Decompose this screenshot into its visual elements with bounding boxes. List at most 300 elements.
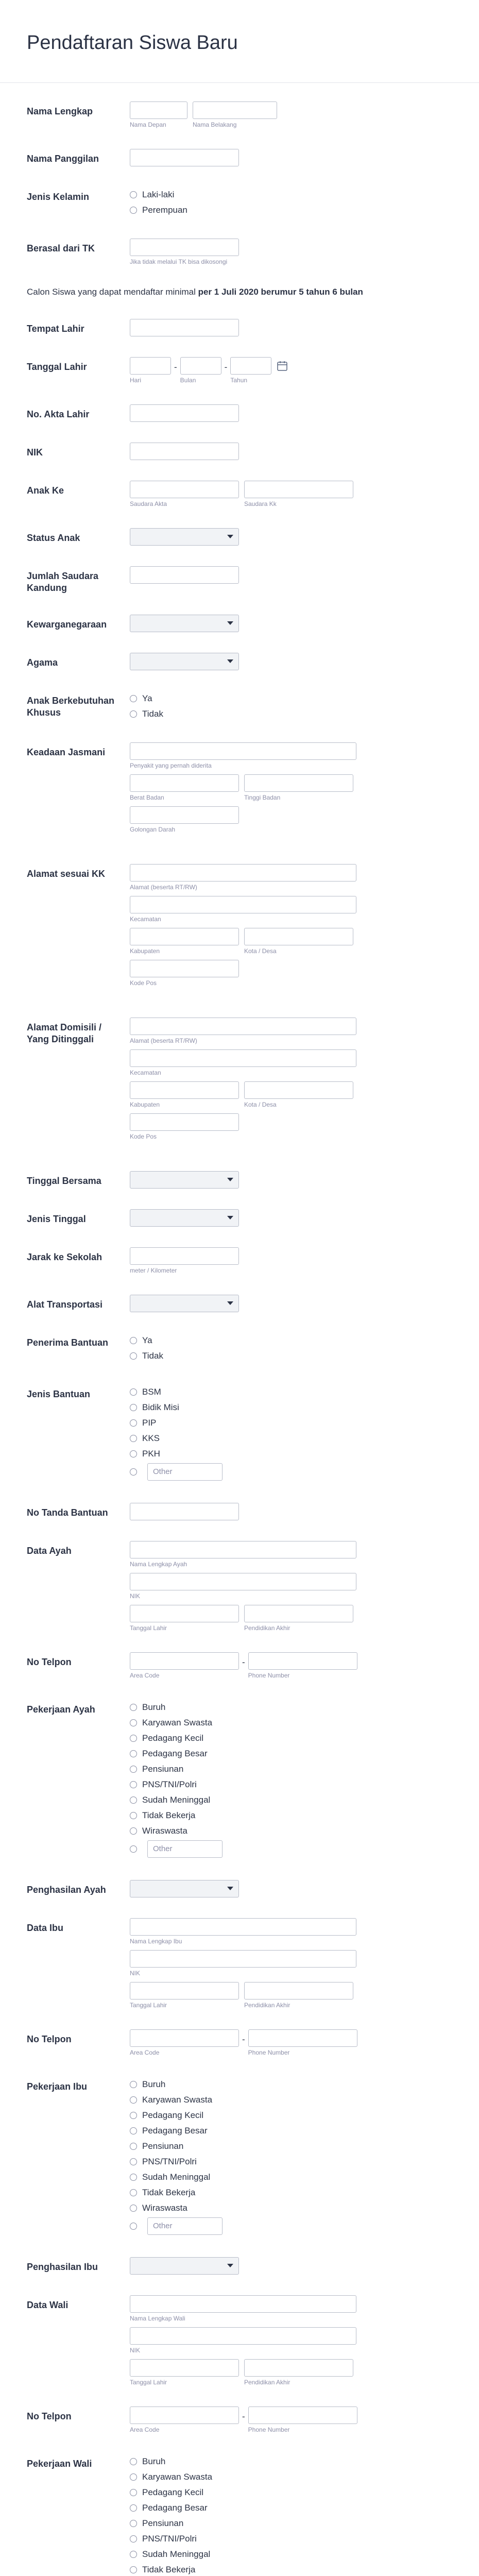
- radio-option[interactable]: [130, 2531, 459, 2547]
- aid-group: [130, 1384, 459, 1482]
- regency-kk-sub: Kabupaten: [130, 947, 160, 955]
- label-telpon-ibu: No Telpon: [27, 2034, 72, 2044]
- label-no-tanda: No Tanda Bantuan: [27, 1507, 108, 1518]
- label-tempat-lahir: Tempat Lahir: [27, 324, 84, 334]
- guardian-dob-sub: Tanggal Lahir: [130, 2379, 167, 2386]
- other-input[interactable]: Other: [147, 2217, 223, 2235]
- label-telpon-ayah: No Telpon: [27, 1657, 72, 1667]
- chevron-down-icon: [227, 535, 233, 538]
- row-penghasilan-ayah: [0, 1870, 479, 1908]
- row-telpon-ibu: [0, 2019, 479, 2066]
- other-input[interactable]: Other: [147, 1840, 223, 1858]
- label-nama-lengkap: Nama Lengkap: [27, 106, 93, 116]
- radio-option[interactable]: [130, 2154, 459, 2170]
- siblings-input[interactable]: [130, 566, 239, 584]
- radio-circle-icon: [130, 2520, 137, 2527]
- father-dob-input[interactable]: [130, 1605, 239, 1622]
- radio-option[interactable]: [130, 691, 459, 706]
- chevron-down-icon: [227, 659, 233, 663]
- radio-label: Laki-laki: [142, 190, 175, 199]
- father-nik-sub: NIK: [130, 1592, 141, 1600]
- row-data-ayah: [0, 1531, 479, 1642]
- mother-phone-input[interactable]: [248, 2029, 357, 2047]
- mother-income-select[interactable]: [130, 2257, 239, 2275]
- row-tempat-lahir: [0, 309, 479, 347]
- radio-circle-icon: [130, 1719, 137, 1726]
- row-tinggal-bersama: [0, 1150, 479, 1199]
- radio-circle-icon: [130, 1337, 137, 1344]
- phone-number-sub: Phone Number: [248, 2049, 290, 2056]
- radio-circle-icon: [130, 2189, 137, 2196]
- row-kewarganegaraan: [0, 604, 479, 642]
- religion-select[interactable]: [130, 653, 239, 670]
- address-dom-input[interactable]: [130, 1018, 356, 1035]
- child-order-akta-sub: Saudara Akta: [130, 500, 167, 507]
- radio-label: BSM: [142, 1387, 161, 1397]
- mother-dob-sub: Tanggal Lahir: [130, 2002, 167, 2009]
- radio-label: Sudah Meninggal: [142, 2172, 211, 2182]
- radio-label: Buruh: [142, 2079, 166, 2089]
- radio-circle-icon: [130, 2223, 137, 2230]
- district-dom-input[interactable]: [130, 1049, 356, 1067]
- row-pekerjaan-wali: [0, 2444, 479, 2576]
- radio-circle-icon: [130, 2127, 137, 2134]
- row-jumlah-saudara: [0, 556, 479, 604]
- radio-label: Karyawan Swasta: [142, 2472, 213, 2482]
- phone-separator: -: [242, 2035, 245, 2044]
- transport-select[interactable]: [130, 1295, 239, 1312]
- birthplace-input[interactable]: [130, 319, 239, 336]
- radio-option[interactable]: [130, 1808, 459, 1823]
- radio-option[interactable]: [130, 2562, 459, 2576]
- radio-label: Wiraswasta: [142, 2203, 187, 2213]
- mother-nik-sub: NIK: [130, 1970, 141, 1977]
- tk-sub: Jika tidak melalui TK bisa dikosongi: [130, 258, 228, 265]
- radio-label: Ya: [142, 693, 152, 703]
- phone-separator: -: [242, 2412, 245, 2421]
- radio-label: Pedagang Kecil: [142, 1733, 204, 1743]
- radio-label: Bidik Misi: [142, 1402, 179, 1412]
- radio-circle-icon: [130, 191, 137, 198]
- radio-label: Pedagang Kecil: [142, 2110, 204, 2120]
- row-penghasilan-ibu: [0, 2247, 479, 2285]
- radio-label: Tidak Bekerja: [142, 2188, 196, 2197]
- radio-option-other[interactable]: [130, 1839, 459, 1859]
- label-status-anak: Status Anak: [27, 533, 80, 543]
- month-input[interactable]: [180, 357, 221, 375]
- disease-sub: Penyakit yang pernah diderita: [130, 762, 212, 769]
- row-berasal-tk: [0, 228, 479, 276]
- distance-input[interactable]: [130, 1247, 239, 1265]
- radio-label: Buruh: [142, 1702, 166, 1712]
- row-status-anak: [0, 518, 479, 556]
- radio-option[interactable]: [130, 1348, 459, 1364]
- father-phone-input[interactable]: [248, 1652, 357, 1670]
- row-kesehatan: [0, 732, 479, 843]
- child-order-akta-input[interactable]: [130, 481, 239, 498]
- radio-option[interactable]: [130, 2185, 459, 2200]
- radio-circle-icon: [130, 1404, 137, 1411]
- mother-dob-input[interactable]: [130, 1982, 239, 1999]
- radio-option[interactable]: [130, 2123, 459, 2139]
- citizenship-select[interactable]: [130, 615, 239, 632]
- radio-label: Pensiunan: [142, 1764, 184, 1774]
- nik-input[interactable]: [130, 443, 239, 460]
- age-note: [0, 276, 479, 309]
- father-income-select[interactable]: [130, 1880, 239, 1897]
- last-name-input[interactable]: [193, 101, 277, 119]
- guardian-dob-input[interactable]: [130, 2359, 239, 2377]
- date-separator: -: [174, 362, 177, 372]
- row-nama-lengkap: [0, 83, 479, 139]
- radio-circle-icon: [130, 2081, 137, 2088]
- radio-label: PIP: [142, 1418, 157, 1428]
- disease-input[interactable]: [130, 742, 356, 760]
- chevron-down-icon: [227, 1301, 233, 1305]
- label-jenis-kelamin: Jenis Kelamin: [27, 192, 90, 202]
- phone-number-sub: Phone Number: [248, 2426, 290, 2433]
- label-alamat-kk: Alamat sesuai KK: [27, 869, 106, 879]
- radio-option[interactable]: [130, 2485, 459, 2500]
- phone-separator: -: [242, 1657, 245, 1667]
- radio-option[interactable]: [130, 187, 459, 202]
- tk-input[interactable]: [130, 239, 239, 256]
- city-dom-input[interactable]: [244, 1081, 353, 1099]
- row-berkebutuhan: [0, 681, 479, 732]
- radio-label: Tidak Bekerja: [142, 2565, 196, 2574]
- row-nik: [0, 432, 479, 470]
- father-edu-sub: Pendidikan Akhir: [244, 1624, 290, 1632]
- status-select[interactable]: [130, 528, 239, 546]
- radio-circle-icon: [130, 1388, 137, 1396]
- city-dom-sub: Kota / Desa: [244, 1101, 277, 1108]
- row-alamat-kk: [0, 843, 479, 997]
- child-order-kk-sub: Saudara Kk: [244, 500, 277, 507]
- mother-name-input[interactable]: [130, 1918, 356, 1936]
- radio-circle-icon: [130, 1827, 137, 1835]
- radio-label: Wiraswasta: [142, 1826, 187, 1836]
- distance-sub: meter / Kilometer: [130, 1267, 177, 1274]
- radio-circle-icon: [130, 2566, 137, 2573]
- radio-option[interactable]: [130, 1446, 459, 1462]
- aid-number-input[interactable]: [130, 1503, 239, 1520]
- father-job-group: [130, 1700, 459, 1859]
- row-agama: [0, 642, 479, 681]
- radio-option[interactable]: [130, 1400, 459, 1415]
- radio-circle-icon: [130, 2458, 137, 2465]
- radio-label: Tidak: [142, 1351, 163, 1361]
- radio-option[interactable]: [130, 2454, 459, 2469]
- radio-circle-icon: [130, 2112, 137, 2119]
- chevron-down-icon: [227, 2264, 233, 2267]
- area-code-sub: Area Code: [130, 1672, 160, 1679]
- mother-job-group: [130, 2077, 459, 2236]
- label-pekerjaan-wali: Pekerjaan Wali: [27, 2459, 92, 2469]
- postal-kk-sub: Kode Pos: [130, 979, 157, 987]
- mother-name-sub: Nama Lengkap Ibu: [130, 1938, 182, 1945]
- radio-circle-icon: [130, 1419, 137, 1427]
- radio-option[interactable]: [130, 2092, 459, 2108]
- row-nama-panggilan: [0, 139, 479, 177]
- form-rows: [0, 83, 479, 2576]
- radio-label: Pensiunan: [142, 2518, 184, 2528]
- chevron-down-icon: [227, 1887, 233, 1890]
- radio-option[interactable]: [130, 1731, 459, 1746]
- label-nik: NIK: [27, 447, 43, 457]
- guardian-nik-input[interactable]: [130, 2327, 356, 2345]
- radio-option[interactable]: [130, 1823, 459, 1839]
- phone-number-sub: Phone Number: [248, 1672, 290, 1679]
- regency-dom-sub: Kabupaten: [130, 1101, 160, 1108]
- label-berkebutuhan: Anak Berkebutuhan Khusus: [27, 696, 115, 718]
- chevron-down-icon: [227, 621, 233, 625]
- postal-kk-input[interactable]: [130, 960, 239, 977]
- guardian-phone-input[interactable]: [248, 2406, 357, 2424]
- day-sub: Hari: [130, 377, 142, 384]
- label-pekerjaan-ibu: Pekerjaan Ibu: [27, 2081, 88, 2092]
- radio-label: PNS/TNI/Polri: [142, 2534, 197, 2544]
- label-pekerjaan-ayah: Pekerjaan Ayah: [27, 1704, 95, 1715]
- first-name-input[interactable]: [130, 101, 187, 119]
- radio-option[interactable]: [130, 1333, 459, 1348]
- label-anak-ke: Anak Ke: [27, 485, 64, 496]
- row-jenis-bantuan: [0, 1374, 479, 1493]
- residence-type-select[interactable]: [130, 1209, 239, 1227]
- height-input[interactable]: [244, 774, 353, 792]
- radio-circle-icon: [130, 2174, 137, 2181]
- mother-nik-input[interactable]: [130, 1950, 356, 1968]
- label-penerima-bantuan: Penerima Bantuan: [27, 1337, 109, 1348]
- mother-edu-input[interactable]: [244, 1982, 353, 1999]
- radio-option[interactable]: [130, 2108, 459, 2123]
- label-kesehatan: Keadaan Jasmani: [27, 747, 106, 757]
- weight-sub: Berat Badan: [130, 794, 164, 801]
- radio-option[interactable]: [130, 1715, 459, 1731]
- radio-circle-icon: [130, 2535, 137, 2543]
- row-telpon-ayah: [0, 1642, 479, 1689]
- label-penghasilan-ayah: Penghasilan Ayah: [27, 1885, 106, 1895]
- label-jumlah-saudara: Jumlah Saudara Kandung: [27, 571, 99, 593]
- label-telpon-wali: No Telpon: [27, 2411, 72, 2421]
- district-dom-sub: Kecamatan: [130, 1069, 161, 1076]
- nickname-input[interactable]: [130, 149, 239, 166]
- row-pekerjaan-ibu: [0, 2066, 479, 2247]
- radio-circle-icon: [130, 1352, 137, 1360]
- guardian-job-group: [130, 2454, 459, 2576]
- radio-label: Sudah Meninggal: [142, 2549, 211, 2559]
- label-transportasi: Alat Transportasi: [27, 1299, 103, 1310]
- radio-label: Sudah Meninggal: [142, 1795, 211, 1805]
- row-penerima-bantuan: [0, 1323, 479, 1374]
- radio-option[interactable]: [130, 2547, 459, 2562]
- label-kewarganegaraan: Kewarganegaraan: [27, 619, 107, 630]
- address-kk-input[interactable]: [130, 864, 356, 882]
- radio-circle-icon: [130, 2205, 137, 2212]
- calendar-icon[interactable]: [271, 357, 288, 384]
- label-data-ayah: Data Ayah: [27, 1546, 72, 1556]
- radio-circle-icon: [130, 1450, 137, 1458]
- other-input[interactable]: Other: [147, 1463, 223, 1481]
- child-order-kk-input[interactable]: [244, 481, 353, 498]
- guardian-area-code-input[interactable]: [130, 2406, 239, 2424]
- radio-option[interactable]: [130, 1777, 459, 1792]
- radio-circle-icon: [130, 2096, 137, 2104]
- city-kk-input[interactable]: [244, 928, 353, 945]
- guardian-name-input[interactable]: [130, 2295, 356, 2313]
- row-no-tanda: [0, 1493, 479, 1531]
- radio-circle-icon: [130, 1797, 137, 1804]
- row-anak-ke: [0, 470, 479, 518]
- radio-option[interactable]: [130, 1792, 459, 1808]
- radio-label: Tidak Bekerja: [142, 1810, 196, 1820]
- address-dom-sub: Alamat (beserta RT/RW): [130, 1037, 197, 1044]
- guardian-nik-sub: NIK: [130, 2347, 141, 2354]
- radio-circle-icon: [130, 710, 137, 718]
- guardian-edu-input[interactable]: [244, 2359, 353, 2377]
- label-jenis-tinggal: Jenis Tinggal: [27, 1214, 86, 1224]
- row-data-ibu: [0, 1908, 479, 2019]
- radio-label: Ya: [142, 1335, 152, 1345]
- last-name-sub: Nama Belakang: [193, 121, 237, 128]
- radio-circle-icon: [130, 1845, 137, 1853]
- year-sub: Tahun: [230, 377, 248, 384]
- address-kk-sub: Alamat (beserta RT/RW): [130, 884, 197, 891]
- note-bold: per 1 Juli 2020 berumur 5 tahun 6 bulan: [198, 287, 363, 297]
- radio-option[interactable]: [130, 706, 459, 722]
- radio-circle-icon: [130, 1781, 137, 1788]
- radio-circle-icon: [130, 1812, 137, 1819]
- birth-cert-input[interactable]: [130, 404, 239, 422]
- label-data-ibu: Data Ibu: [27, 1923, 64, 1933]
- father-name-sub: Nama Lengkap Ayah: [130, 1561, 187, 1568]
- radio-option[interactable]: [130, 2200, 459, 2216]
- row-transportasi: [0, 1284, 479, 1323]
- guardian-edu-sub: Pendidikan Akhir: [244, 2379, 290, 2386]
- blood-type-sub: Golongan Darah: [130, 826, 176, 833]
- radio-label: Pedagang Besar: [142, 2126, 208, 2136]
- radio-circle-icon: [130, 207, 137, 214]
- row-no-akta: [0, 394, 479, 432]
- father-edu-input[interactable]: [244, 1605, 353, 1622]
- radio-option[interactable]: [130, 2469, 459, 2485]
- radio-circle-icon: [130, 695, 137, 702]
- label-penghasilan-ibu: Penghasilan Ibu: [27, 2262, 98, 2272]
- radio-circle-icon: [130, 2143, 137, 2150]
- label-berasal-tk: Berasal dari TK: [27, 243, 95, 253]
- radio-circle-icon: [130, 1735, 137, 1742]
- postal-dom-input[interactable]: [130, 1113, 239, 1131]
- radio-option[interactable]: [130, 2170, 459, 2185]
- radio-circle-icon: [130, 2489, 137, 2496]
- chevron-down-icon: [227, 1216, 233, 1219]
- mother-area-code-input[interactable]: [130, 2029, 239, 2047]
- radio-option[interactable]: [130, 1431, 459, 1446]
- chevron-down-icon: [227, 1178, 233, 1181]
- radio-option[interactable]: [130, 2500, 459, 2516]
- row-tanggal-lahir: [0, 347, 479, 394]
- radio-option[interactable]: [130, 1384, 459, 1400]
- radio-circle-icon: [130, 1750, 137, 1757]
- radio-option[interactable]: [130, 202, 459, 218]
- gender-group: [130, 187, 459, 218]
- radio-option-other[interactable]: [130, 2216, 459, 2236]
- radio-label: PNS/TNI/Polri: [142, 2157, 197, 2166]
- regency-dom-input[interactable]: [130, 1081, 239, 1099]
- radio-circle-icon: [130, 2473, 137, 2481]
- radio-circle-icon: [130, 1766, 137, 1773]
- label-tanggal-lahir: Tanggal Lahir: [27, 362, 87, 372]
- row-jenis-tinggal: [0, 1199, 479, 1237]
- radio-circle-icon: [130, 2551, 137, 2558]
- radio-label: PKH: [142, 1449, 160, 1459]
- radio-option-other[interactable]: [130, 1462, 459, 1482]
- label-alamat-domisili: Alamat Domisili / Yang Ditinggali: [27, 1022, 102, 1044]
- area-code-sub: Area Code: [130, 2049, 160, 2056]
- row-alamat-domisili: [0, 997, 479, 1150]
- district-kk-sub: Kecamatan: [130, 916, 161, 923]
- year-input[interactable]: [230, 357, 271, 375]
- radio-circle-icon: [130, 2504, 137, 2512]
- guardian-name-sub: Nama Lengkap Wali: [130, 2315, 185, 2322]
- row-telpon-wali: [0, 2396, 479, 2444]
- radio-option[interactable]: [130, 2516, 459, 2531]
- father-nik-input[interactable]: [130, 1573, 356, 1590]
- father-area-code-input[interactable]: [130, 1652, 239, 1670]
- radio-label: Buruh: [142, 2456, 166, 2466]
- day-input[interactable]: [130, 357, 171, 375]
- father-name-input[interactable]: [130, 1541, 356, 1558]
- radio-circle-icon: [130, 1435, 137, 1442]
- area-code-sub: Area Code: [130, 2426, 160, 2433]
- radio-label: Pensiunan: [142, 2141, 184, 2151]
- label-data-wali: Data Wali: [27, 2300, 69, 2310]
- radio-label: KKS: [142, 1433, 160, 1443]
- date-separator: -: [224, 362, 228, 372]
- note-text: Calon Siswa yang dapat mendaftar minimal: [27, 287, 198, 297]
- radio-option[interactable]: [130, 2077, 459, 2092]
- radio-option[interactable]: [130, 1415, 459, 1431]
- radio-option[interactable]: [130, 1746, 459, 1761]
- radio-option[interactable]: [130, 1700, 459, 1715]
- blood-type-input[interactable]: [130, 806, 239, 824]
- city-kk-sub: Kota / Desa: [244, 947, 277, 955]
- row-pekerjaan-ayah: [0, 1689, 479, 1870]
- radio-option[interactable]: [130, 1761, 459, 1777]
- radio-label: Karyawan Swasta: [142, 1718, 213, 1727]
- radio-circle-icon: [130, 1704, 137, 1711]
- live-with-select[interactable]: [130, 1171, 239, 1189]
- radio-label: PNS/TNI/Polri: [142, 1780, 197, 1789]
- radio-label: Perempuan: [142, 205, 187, 215]
- month-sub: Bulan: [180, 377, 196, 384]
- radio-option[interactable]: [130, 2139, 459, 2154]
- radio-circle-icon: [130, 1468, 137, 1476]
- father-dob-sub: Tanggal Lahir: [130, 1624, 167, 1632]
- row-jarak: [0, 1237, 479, 1284]
- weight-input[interactable]: [130, 774, 239, 792]
- district-kk-input[interactable]: [130, 896, 356, 913]
- radio-label: Pedagang Besar: [142, 2503, 208, 2513]
- label-nama-panggilan: Nama Panggilan: [27, 154, 99, 164]
- row-jenis-kelamin: [0, 177, 479, 228]
- radio-label: Pedagang Besar: [142, 1749, 208, 1758]
- radio-label: Pedagang Kecil: [142, 2487, 204, 2497]
- regency-kk-input[interactable]: [130, 928, 239, 945]
- row-data-wali: [0, 2285, 479, 2396]
- label-jenis-bantuan: Jenis Bantuan: [27, 1389, 91, 1399]
- postal-dom-sub: Kode Pos: [130, 1133, 157, 1140]
- mother-edu-sub: Pendidikan Akhir: [244, 2002, 290, 2009]
